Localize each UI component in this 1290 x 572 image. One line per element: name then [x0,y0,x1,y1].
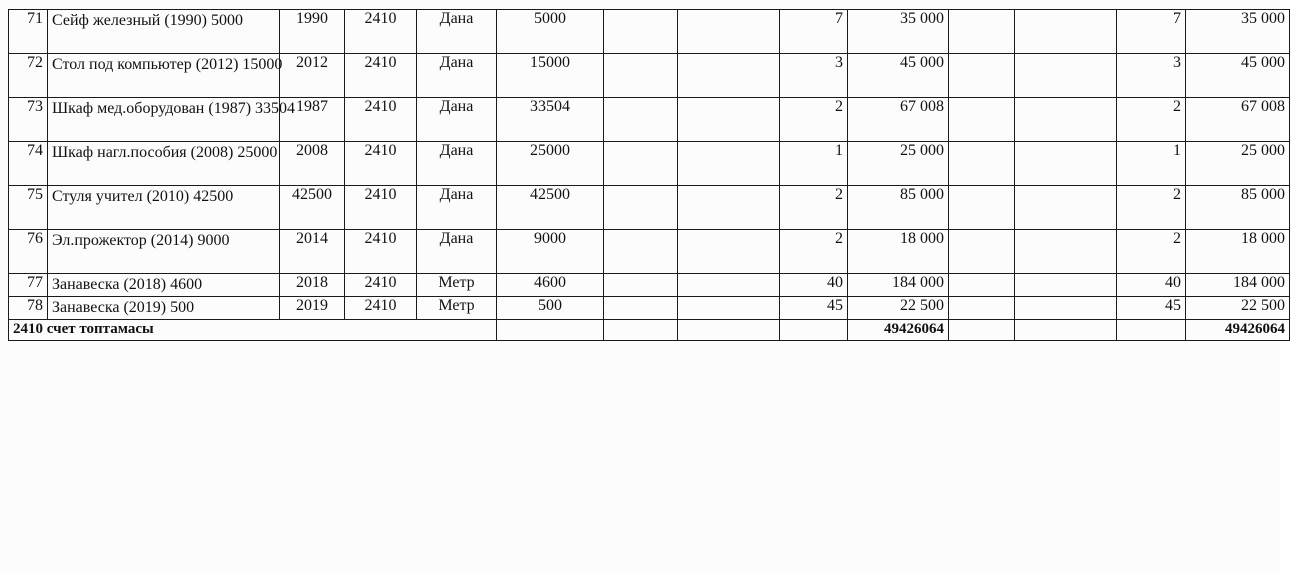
total-sum-fact: 49426064 [1186,320,1290,341]
account-cell: 2410 [345,142,417,186]
empty-cell [1015,142,1117,186]
row-number: 72 [9,54,48,98]
empty-cell [678,10,780,54]
unit-cell: Дана [417,186,497,230]
item-name: Стуля учител (2010) 42500 [48,186,280,230]
table-row [9,230,1290,274]
item-name: Шкаф мед.оборудован (1987) 33504 [48,98,280,142]
row-number: 76 [9,230,48,274]
unit-cell: Метр [417,274,497,297]
empty-cell [1015,230,1117,274]
price-cell: 500 [497,297,604,320]
total-row [9,320,1290,341]
sum-fact-cell: 22 500 [1186,297,1290,320]
qty-fact-cell: 40 [1117,274,1186,297]
empty-cell [604,10,678,54]
sum-book-cell: 184 000 [848,274,949,297]
row-number: 75 [9,186,48,230]
unit-cell: Дана [417,10,497,54]
empty-cell [604,98,678,142]
empty-cell [1015,274,1117,297]
price-cell: 33504 [497,98,604,142]
year-cell: 42500 [280,186,345,230]
empty-cell [604,230,678,274]
sum-fact-cell: 184 000 [1186,274,1290,297]
empty-cell [949,297,1015,320]
unit-cell: Дана [417,98,497,142]
total-empty-cell [780,320,848,341]
qty-book-cell: 2 [780,230,848,274]
empty-cell [949,54,1015,98]
year-cell: 1987 [280,98,345,142]
qty-book-cell: 7 [780,10,848,54]
unit-cell: Метр [417,297,497,320]
item-name: Стол под компьютер (2012) 15000 [48,54,280,98]
row-number: 71 [9,10,48,54]
sum-fact-cell: 25 000 [1186,142,1290,186]
qty-book-cell: 2 [780,186,848,230]
empty-cell [604,54,678,98]
total-empty-cell [1117,320,1186,341]
year-cell: 2008 [280,142,345,186]
empty-cell [949,98,1015,142]
account-cell: 2410 [345,230,417,274]
table-row [9,274,1290,297]
sum-book-cell: 67 008 [848,98,949,142]
empty-cell [604,274,678,297]
qty-book-cell: 3 [780,54,848,98]
price-cell: 15000 [497,54,604,98]
unit-cell: Дана [417,230,497,274]
account-cell: 2410 [345,54,417,98]
sum-fact-cell: 67 008 [1186,98,1290,142]
sum-book-cell: 22 500 [848,297,949,320]
sum-book-cell: 45 000 [848,54,949,98]
year-cell: 2018 [280,274,345,297]
table-row [9,186,1290,230]
account-cell: 2410 [345,186,417,230]
price-cell: 9000 [497,230,604,274]
empty-cell [949,142,1015,186]
empty-cell [604,142,678,186]
item-name: Занавеска (2018) 4600 [48,274,280,297]
year-cell: 2014 [280,230,345,274]
year-cell: 1990 [280,10,345,54]
empty-cell [678,142,780,186]
qty-fact-cell: 7 [1117,10,1186,54]
price-cell: 5000 [497,10,604,54]
empty-cell [1015,54,1117,98]
qty-fact-cell: 3 [1117,54,1186,98]
qty-fact-cell: 2 [1117,98,1186,142]
price-cell: 25000 [497,142,604,186]
empty-cell [1015,297,1117,320]
inventory-table [8,9,1290,341]
table-body [9,10,1290,320]
unit-cell: Дана [417,142,497,186]
row-number: 74 [9,142,48,186]
account-cell: 2410 [345,297,417,320]
total-label: 2410 счет топтамасы [9,320,497,341]
total-empty-cell [949,320,1015,341]
sum-book-cell: 35 000 [848,10,949,54]
year-cell: 2019 [280,297,345,320]
empty-cell [678,54,780,98]
sum-fact-cell: 45 000 [1186,54,1290,98]
qty-fact-cell: 2 [1117,230,1186,274]
qty-book-cell: 1 [780,142,848,186]
total-empty-cell [604,320,678,341]
account-cell: 2410 [345,10,417,54]
account-cell: 2410 [345,274,417,297]
unit-cell: Дана [417,54,497,98]
table-row [9,10,1290,54]
qty-fact-cell: 2 [1117,186,1186,230]
empty-cell [604,186,678,230]
empty-cell [1015,98,1117,142]
row-number: 73 [9,98,48,142]
row-number: 78 [9,297,48,320]
qty-fact-cell: 1 [1117,142,1186,186]
empty-cell [949,10,1015,54]
row-number: 77 [9,274,48,297]
table-row [9,297,1290,320]
sum-book-cell: 25 000 [848,142,949,186]
sum-fact-cell: 35 000 [1186,10,1290,54]
item-name: Занавеска (2019) 500 [48,297,280,320]
empty-cell [949,230,1015,274]
item-name: Эл.прожектор (2014) 9000 [48,230,280,274]
empty-cell [678,274,780,297]
empty-cell [949,274,1015,297]
total-empty-cell [1015,320,1117,341]
total-sum-book: 49426064 [848,320,949,341]
sum-book-cell: 85 000 [848,186,949,230]
empty-cell [949,186,1015,230]
empty-cell [1015,10,1117,54]
sum-fact-cell: 18 000 [1186,230,1290,274]
total-empty-cell [678,320,780,341]
table-row [9,98,1290,142]
total-empty-cell [497,320,604,341]
empty-cell [1015,186,1117,230]
empty-cell [604,297,678,320]
price-cell: 4600 [497,274,604,297]
table-row [9,142,1290,186]
qty-book-cell: 40 [780,274,848,297]
year-cell: 2012 [280,54,345,98]
price-cell: 42500 [497,186,604,230]
item-name: Сейф железный (1990) 5000 [48,10,280,54]
qty-book-cell: 2 [780,98,848,142]
empty-cell [678,186,780,230]
sum-fact-cell: 85 000 [1186,186,1290,230]
empty-cell [678,98,780,142]
qty-fact-cell: 45 [1117,297,1186,320]
item-name: Шкаф нагл.пособия (2008) 25000 [48,142,280,186]
empty-cell [678,297,780,320]
account-cell: 2410 [345,98,417,142]
qty-book-cell: 45 [780,297,848,320]
empty-cell [678,230,780,274]
sum-book-cell: 18 000 [848,230,949,274]
table-row [9,54,1290,98]
